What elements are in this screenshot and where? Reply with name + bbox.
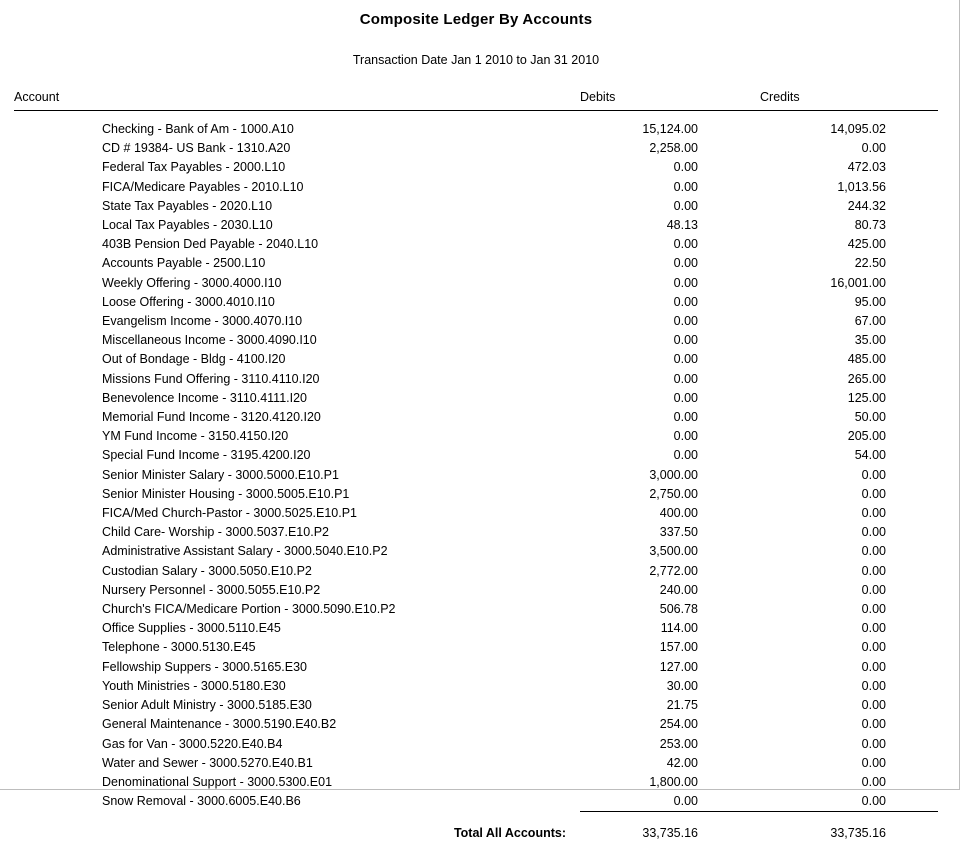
credit-amount: 485.00 [847,352,886,367]
credit-amount: 95.00 [854,294,886,309]
credit-amount: 265.00 [847,371,886,386]
debit-amount: 1,800.00 [649,774,698,789]
report-date-range: Transaction Date Jan 1 2010 to Jan 31 2010 [352,53,600,67]
debit-amount: 3,000.00 [649,467,698,482]
debit-amount: 30.00 [666,678,698,693]
debit-amount: 2,258.00 [649,141,698,156]
debit-amount: 254.00 [659,717,698,732]
table-row [14,389,938,408]
table-row [14,178,938,197]
table-row [14,792,938,812]
debit-amount: 15,124.00 [642,122,698,136]
debit-amount: 506.78 [659,602,698,617]
credit-amount: 0.00 [861,774,886,789]
table-row [14,274,938,293]
table-row [14,562,938,581]
account-name: Custodian Salary - 3000.5050.E10.P2 [102,563,312,578]
table-row [14,638,938,657]
debit-amount: 3,500.00 [649,544,698,559]
account-name: Snow Removal - 3000.6005.E40.B6 [102,794,301,809]
table-row [14,773,938,792]
credit-amount: 244.32 [847,198,886,213]
credit-amount: 425.00 [847,237,886,252]
total-debits: 33,735.16 [642,826,698,841]
credit-amount: 0.00 [861,736,886,751]
debit-amount: 337.50 [659,525,698,540]
account-name: Administrative Assistant Salary - 3000.5040.E10.P2 [102,544,388,559]
credit-amount: 67.00 [854,314,886,329]
table-row [14,370,938,389]
credit-amount: 0.00 [861,755,886,770]
account-name: 403B Pension Ded Payable - 2040.L10 [102,237,319,252]
column-header-debits: Debits [580,90,616,104]
debit-amount: 0.00 [673,429,698,444]
column-header-credits: Credits [760,90,800,104]
credit-amount: 0.00 [861,659,886,674]
credit-amount: 0.00 [861,602,886,617]
credit-amount: 125.00 [847,390,886,405]
credit-amount: 0.00 [861,563,886,578]
credit-amount: 0.00 [861,678,886,693]
account-name: Evangelism Income - 3000.4070.I10 [102,314,303,329]
account-name: CD # 19384- US Bank - 1310.A20 [102,141,291,156]
account-name: Memorial Fund Income - 3120.4120.I20 [102,410,321,425]
debit-amount: 0.00 [673,390,698,405]
account-name: General Maintenance - 3000.5190.E40.B2 [102,717,337,732]
debit-amount: 2,772.00 [649,563,698,578]
account-name: Senior Adult Ministry - 3000.5185.E30 [102,698,312,713]
debit-amount: 2,750.00 [649,486,698,501]
debit-amount: 0.00 [673,160,698,175]
account-name: Weekly Offering - 3000.4000.I10 [102,275,282,290]
debit-amount: 0.00 [673,448,698,463]
total-label: Total All Accounts: [453,826,566,841]
ledger-table-head [14,90,938,111]
table-row [14,581,938,600]
table-row [14,235,938,254]
table-row [14,600,938,619]
debit-amount: 21.75 [666,698,698,713]
debit-amount: 0.00 [673,410,698,425]
table-row [14,120,938,139]
table-row [14,254,938,273]
account-name: Missions Fund Offering - 3110.4110.I20 [102,371,320,386]
account-name: Checking - Bank of Am - 1000.A10 [102,122,294,136]
credit-amount: 0.00 [861,794,886,809]
account-name: Accounts Payable - 2500.L10 [102,256,266,271]
debit-amount: 0.00 [673,256,698,271]
account-name: Federal Tax Payables - 2000.L10 [102,160,286,175]
table-row [14,523,938,542]
credit-amount: 0.00 [861,486,886,501]
credit-amount: 80.73 [854,218,886,233]
credit-amount: 16,001.00 [830,275,886,290]
table-row [14,293,938,312]
debit-amount: 157.00 [659,640,698,655]
account-name: Miscellaneous Income - 3000.4090.I10 [102,333,317,348]
debit-amount: 0.00 [673,314,698,329]
account-name: FICA/Med Church-Pastor - 3000.5025.E10.P1 [102,506,357,521]
debit-amount: 0.00 [673,371,698,386]
table-row [14,542,938,561]
page-title: Composite Ledger By Accounts [359,11,593,28]
account-name: Denominational Support - 3000.5300.E01 [102,774,333,789]
table-row [14,696,938,715]
account-name: Local Tax Payables - 2030.L10 [102,218,273,233]
debit-amount: 0.00 [673,237,698,252]
table-row [14,735,938,754]
account-name: Fellowship Suppers - 3000.5165.E30 [102,659,307,674]
debit-amount: 48.13 [666,218,698,233]
table-row [14,158,938,177]
account-name: Loose Offering - 3000.4010.I10 [102,294,275,309]
table-row [14,139,938,158]
table-row [14,619,938,638]
table-row [14,331,938,350]
account-name: Telephone - 3000.5130.E45 [102,640,256,655]
credit-amount: 1,013.56 [837,179,886,194]
debit-amount: 0.00 [673,275,698,290]
debit-amount: 127.00 [659,659,698,674]
table-row [14,504,938,523]
credit-amount: 205.00 [847,429,886,444]
account-name: Out of Bondage - Bldg - 4100.I20 [102,352,286,367]
account-name: Special Fund Income - 3195.4200.I20 [102,448,311,463]
table-row [14,312,938,331]
account-name: Water and Sewer - 3000.5270.E40.B1 [102,755,313,770]
account-name: FICA/Medicare Payables - 2010.L10 [102,179,304,194]
debit-amount: 0.00 [673,352,698,367]
debit-amount: 42.00 [666,755,698,770]
debit-amount: 0.00 [673,794,698,809]
debit-amount: 0.00 [673,198,698,213]
account-name: Nursery Personnel - 3000.5055.E10.P2 [102,582,321,597]
credit-amount: 0.00 [861,582,886,597]
table-row [14,408,938,427]
table-row [14,715,938,734]
credit-amount: 0.00 [861,717,886,732]
table-row [14,754,938,773]
total-credits: 33,735.16 [830,826,886,841]
account-name: Youth Ministries - 3000.5180.E30 [102,678,286,693]
credit-amount: 50.00 [854,410,886,425]
total-row [14,813,938,842]
account-name: State Tax Payables - 2020.L10 [102,198,273,213]
credit-amount: 0.00 [861,506,886,521]
table-row [14,485,938,504]
ledger-table-body [14,111,938,812]
debit-amount: 114.00 [660,621,698,636]
debit-amount: 0.00 [673,333,698,348]
table-top-spacer [14,111,938,121]
credit-amount: 0.00 [861,525,886,540]
credit-amount: 0.00 [861,621,886,636]
ledger-table-container [0,90,952,842]
debit-amount: 0.00 [673,294,698,309]
account-name: Gas for Van - 3000.5220.E40.B4 [102,736,283,751]
credit-amount: 0.00 [861,467,886,482]
credit-amount: 472.03 [847,160,886,175]
account-name: Senior Minister Housing - 3000.5005.E10.P1 [102,486,350,501]
account-name: Church's FICA/Medicare Portion - 3000.5090.E10.P2 [102,602,396,617]
ledger-table [14,90,938,842]
ledger-header-row [14,90,938,110]
debit-amount: 253.00 [659,736,698,751]
credit-amount: 14,095.02 [830,122,886,136]
table-row [14,658,938,677]
account-name: Office Supplies - 3000.5110.E45 [102,621,281,636]
credit-amount: 35.00 [854,333,886,348]
table-row [14,466,938,485]
table-row [14,197,938,216]
credit-amount: 0.00 [861,640,886,655]
credit-amount: 22.50 [854,256,886,271]
account-name: YM Fund Income - 3150.4150.I20 [102,429,289,444]
column-header-account: Account [14,90,60,104]
credit-amount: 54.00 [854,448,886,463]
credit-amount: 0.00 [861,698,886,713]
table-row [14,350,938,369]
table-row [14,216,938,235]
table-row [14,677,938,696]
table-row [14,446,938,465]
account-name: Child Care- Worship - 3000.5037.E10.P2 [102,525,329,540]
table-row [14,427,938,446]
debit-amount: 240.00 [659,582,698,597]
debit-amount: 400.00 [659,506,698,521]
debit-amount: 0.00 [673,179,698,194]
credit-amount: 0.00 [861,544,886,559]
account-name: Senior Minister Salary - 3000.5000.E10.P1 [102,467,339,482]
account-name: Benevolence Income - 3110.4111.I20 [102,390,308,405]
ledger-table-foot [14,812,938,842]
credit-amount: 0.00 [861,141,886,156]
